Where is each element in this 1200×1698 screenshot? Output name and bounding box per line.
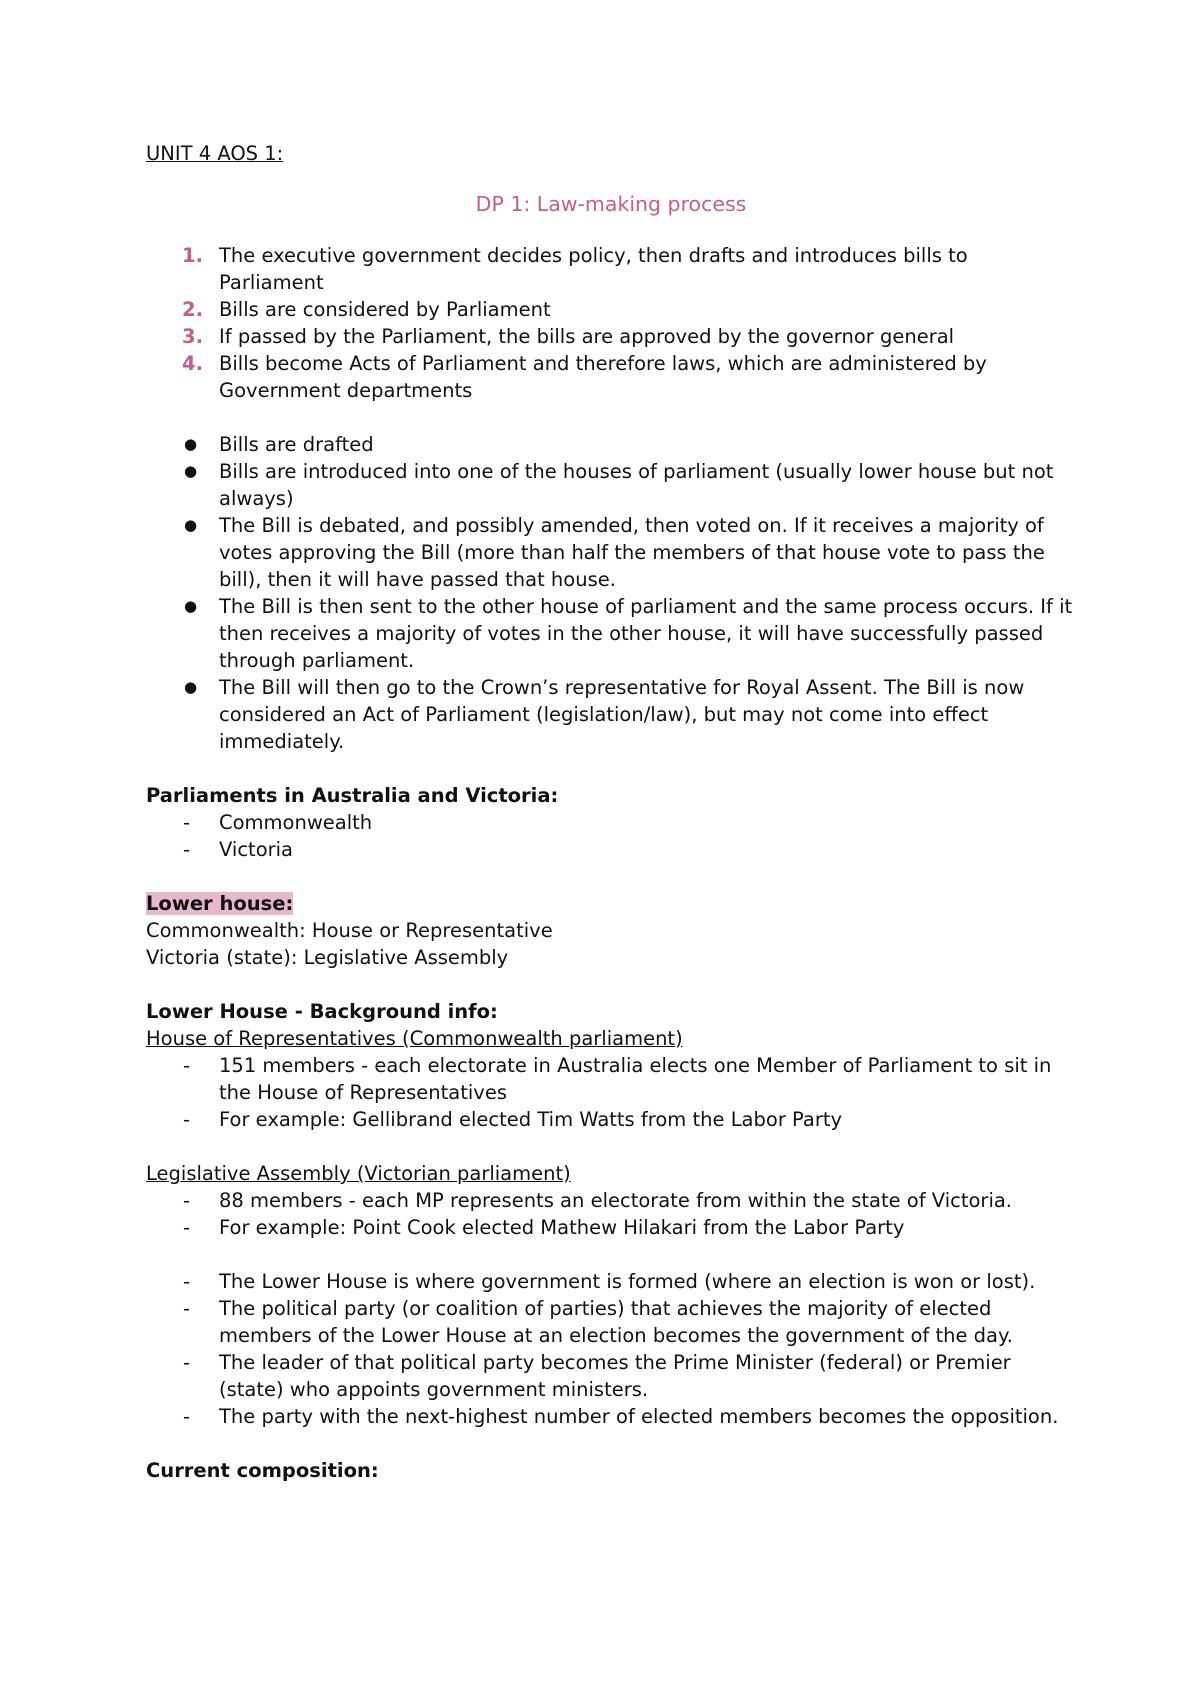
- dash-text: Victoria: [219, 838, 294, 861]
- step-number: 4.: [182, 352, 203, 375]
- step-item: [146, 296, 1076, 323]
- dp-title: DP 1: Law-making process: [475, 192, 747, 216]
- dash-icon: -: [183, 838, 191, 861]
- spacer: [146, 863, 1076, 890]
- dash-text: For example: Point Cook elected Mathew Hilakari from the Labor Party: [219, 1216, 905, 1239]
- spacer: [146, 1430, 1076, 1457]
- dash-icon: -: [183, 1270, 191, 1293]
- dash-text: 88 members - each MP represents an electorate from within the state of Victoria.: [219, 1189, 1013, 1212]
- dash-text: The political party (or coalition of parties) that achieves the majority of elected members of the Lower House at an election becomes the government of the day.: [219, 1297, 1013, 1347]
- lower-house-heading-row: [146, 890, 1076, 917]
- parliaments-heading: Parliaments in Australia and Victoria:: [146, 784, 559, 807]
- step-text: Bills are considered by Parliament: [219, 298, 551, 321]
- parliaments-list: [146, 809, 1076, 863]
- step-text: Bills become Acts of Parliament and therefore laws, which are administered by Government departments: [219, 352, 987, 402]
- dash-text: The party with the next-highest number of elected members becomes the opposition.: [219, 1405, 1059, 1428]
- background-heading: Lower House - Background info:: [146, 1000, 498, 1023]
- dash-item: [146, 1106, 1076, 1133]
- bullet-icon: ●: [184, 516, 198, 534]
- spacer: [146, 1133, 1076, 1160]
- bullet-text: The Bill is then sent to the other house of parliament and the same process occurs. If it then receives a majority of votes in the other house, it will have successfully passed through parliament.: [219, 595, 1073, 672]
- bullet-icon: ●: [184, 678, 198, 696]
- bullet-item: [146, 458, 1076, 512]
- dash-item: [146, 1214, 1076, 1241]
- bullet-item: [146, 431, 1076, 458]
- dash-item: [146, 1187, 1076, 1214]
- dash-item: [146, 1349, 1076, 1403]
- dash-icon: -: [183, 811, 191, 834]
- dash-text: For example: Gellibrand elected Tim Watts from the Labor Party: [219, 1108, 843, 1131]
- dash-icon: -: [183, 1297, 191, 1320]
- unit-title: UNIT 4 AOS 1:: [146, 142, 284, 165]
- la-list: [146, 1187, 1076, 1241]
- step-item: [146, 323, 1076, 350]
- dash-item: [146, 1403, 1076, 1430]
- step-text: The executive government decides policy, then drafts and introduces bills to Parliament: [219, 244, 968, 294]
- step-number: 2.: [182, 298, 203, 321]
- dash-icon: -: [183, 1351, 191, 1374]
- bullet-text: The Bill will then go to the Crown’s representative for Royal Assent. The Bill is now considered an Act of Parliament (legislation/law), but may not come into effect immediately.: [219, 676, 1025, 753]
- bill-process-bullet-list: [146, 431, 1076, 755]
- dash-icon: -: [183, 1189, 191, 1212]
- dash-text: The leader of that political party becomes the Prime Minister (federal) or Premier (state) who appoints government ministers.: [219, 1351, 1011, 1401]
- bullet-item: [146, 512, 1076, 593]
- dash-item: [146, 1052, 1076, 1106]
- lower-house-commonwealth: Commonwealth: House or Representative: [146, 919, 553, 942]
- bullet-item: [146, 593, 1076, 674]
- dash-item: [146, 1268, 1076, 1295]
- dash-item: [146, 1295, 1076, 1349]
- bullet-text: The Bill is debated, and possibly amended, then voted on. If it receives a majority of votes approving the Bill (more than half the members of that house vote to pass the bill), then it will have passed that house.: [219, 514, 1045, 591]
- bullet-item: [146, 674, 1076, 755]
- dash-icon: -: [183, 1054, 191, 1077]
- spacer: [146, 404, 1076, 431]
- dash-item: [146, 809, 1076, 836]
- dash-item: [146, 836, 1076, 863]
- spacer: [146, 1241, 1076, 1268]
- bullet-text: Bills are drafted: [219, 433, 374, 456]
- step-number: 3.: [182, 325, 203, 348]
- hor-subheading: House of Representatives (Commonwealth parliament): [146, 1027, 683, 1050]
- document-content: [146, 140, 1076, 1484]
- step-item: [146, 242, 1076, 296]
- dash-icon: -: [183, 1405, 191, 1428]
- hor-list: [146, 1052, 1076, 1133]
- lower-house-heading: Lower house:: [146, 892, 294, 915]
- law-making-steps-list: [146, 242, 1076, 404]
- dash-text: 151 members - each electorate in Australia elects one Member of Parliament to sit in the House of Representatives: [219, 1054, 1052, 1104]
- la-subheading: Legislative Assembly (Victorian parliament): [146, 1162, 571, 1185]
- bullet-icon: ●: [184, 435, 198, 453]
- step-number: 1.: [182, 244, 203, 267]
- step-item: [146, 350, 1076, 404]
- dash-text: Commonwealth: [219, 811, 373, 834]
- spacer: [146, 971, 1076, 998]
- bullet-icon: ●: [184, 597, 198, 615]
- dash-icon: -: [183, 1108, 191, 1131]
- bullet-text: Bills are introduced into one of the houses of parliament (usually lower house but not always): [219, 460, 1054, 510]
- step-text: If passed by the Parliament, the bills are approved by the governor general: [219, 325, 955, 348]
- current-composition-heading: Current composition:: [146, 1459, 379, 1482]
- government-formation-list: [146, 1268, 1076, 1430]
- spacer: [146, 755, 1076, 782]
- lower-house-victoria: Victoria (state): Legislative Assembly: [146, 946, 509, 969]
- dash-icon: -: [183, 1216, 191, 1239]
- bullet-icon: ●: [184, 462, 198, 480]
- dash-text: The Lower House is where government is formed (where an election is won or lost).: [219, 1270, 1036, 1293]
